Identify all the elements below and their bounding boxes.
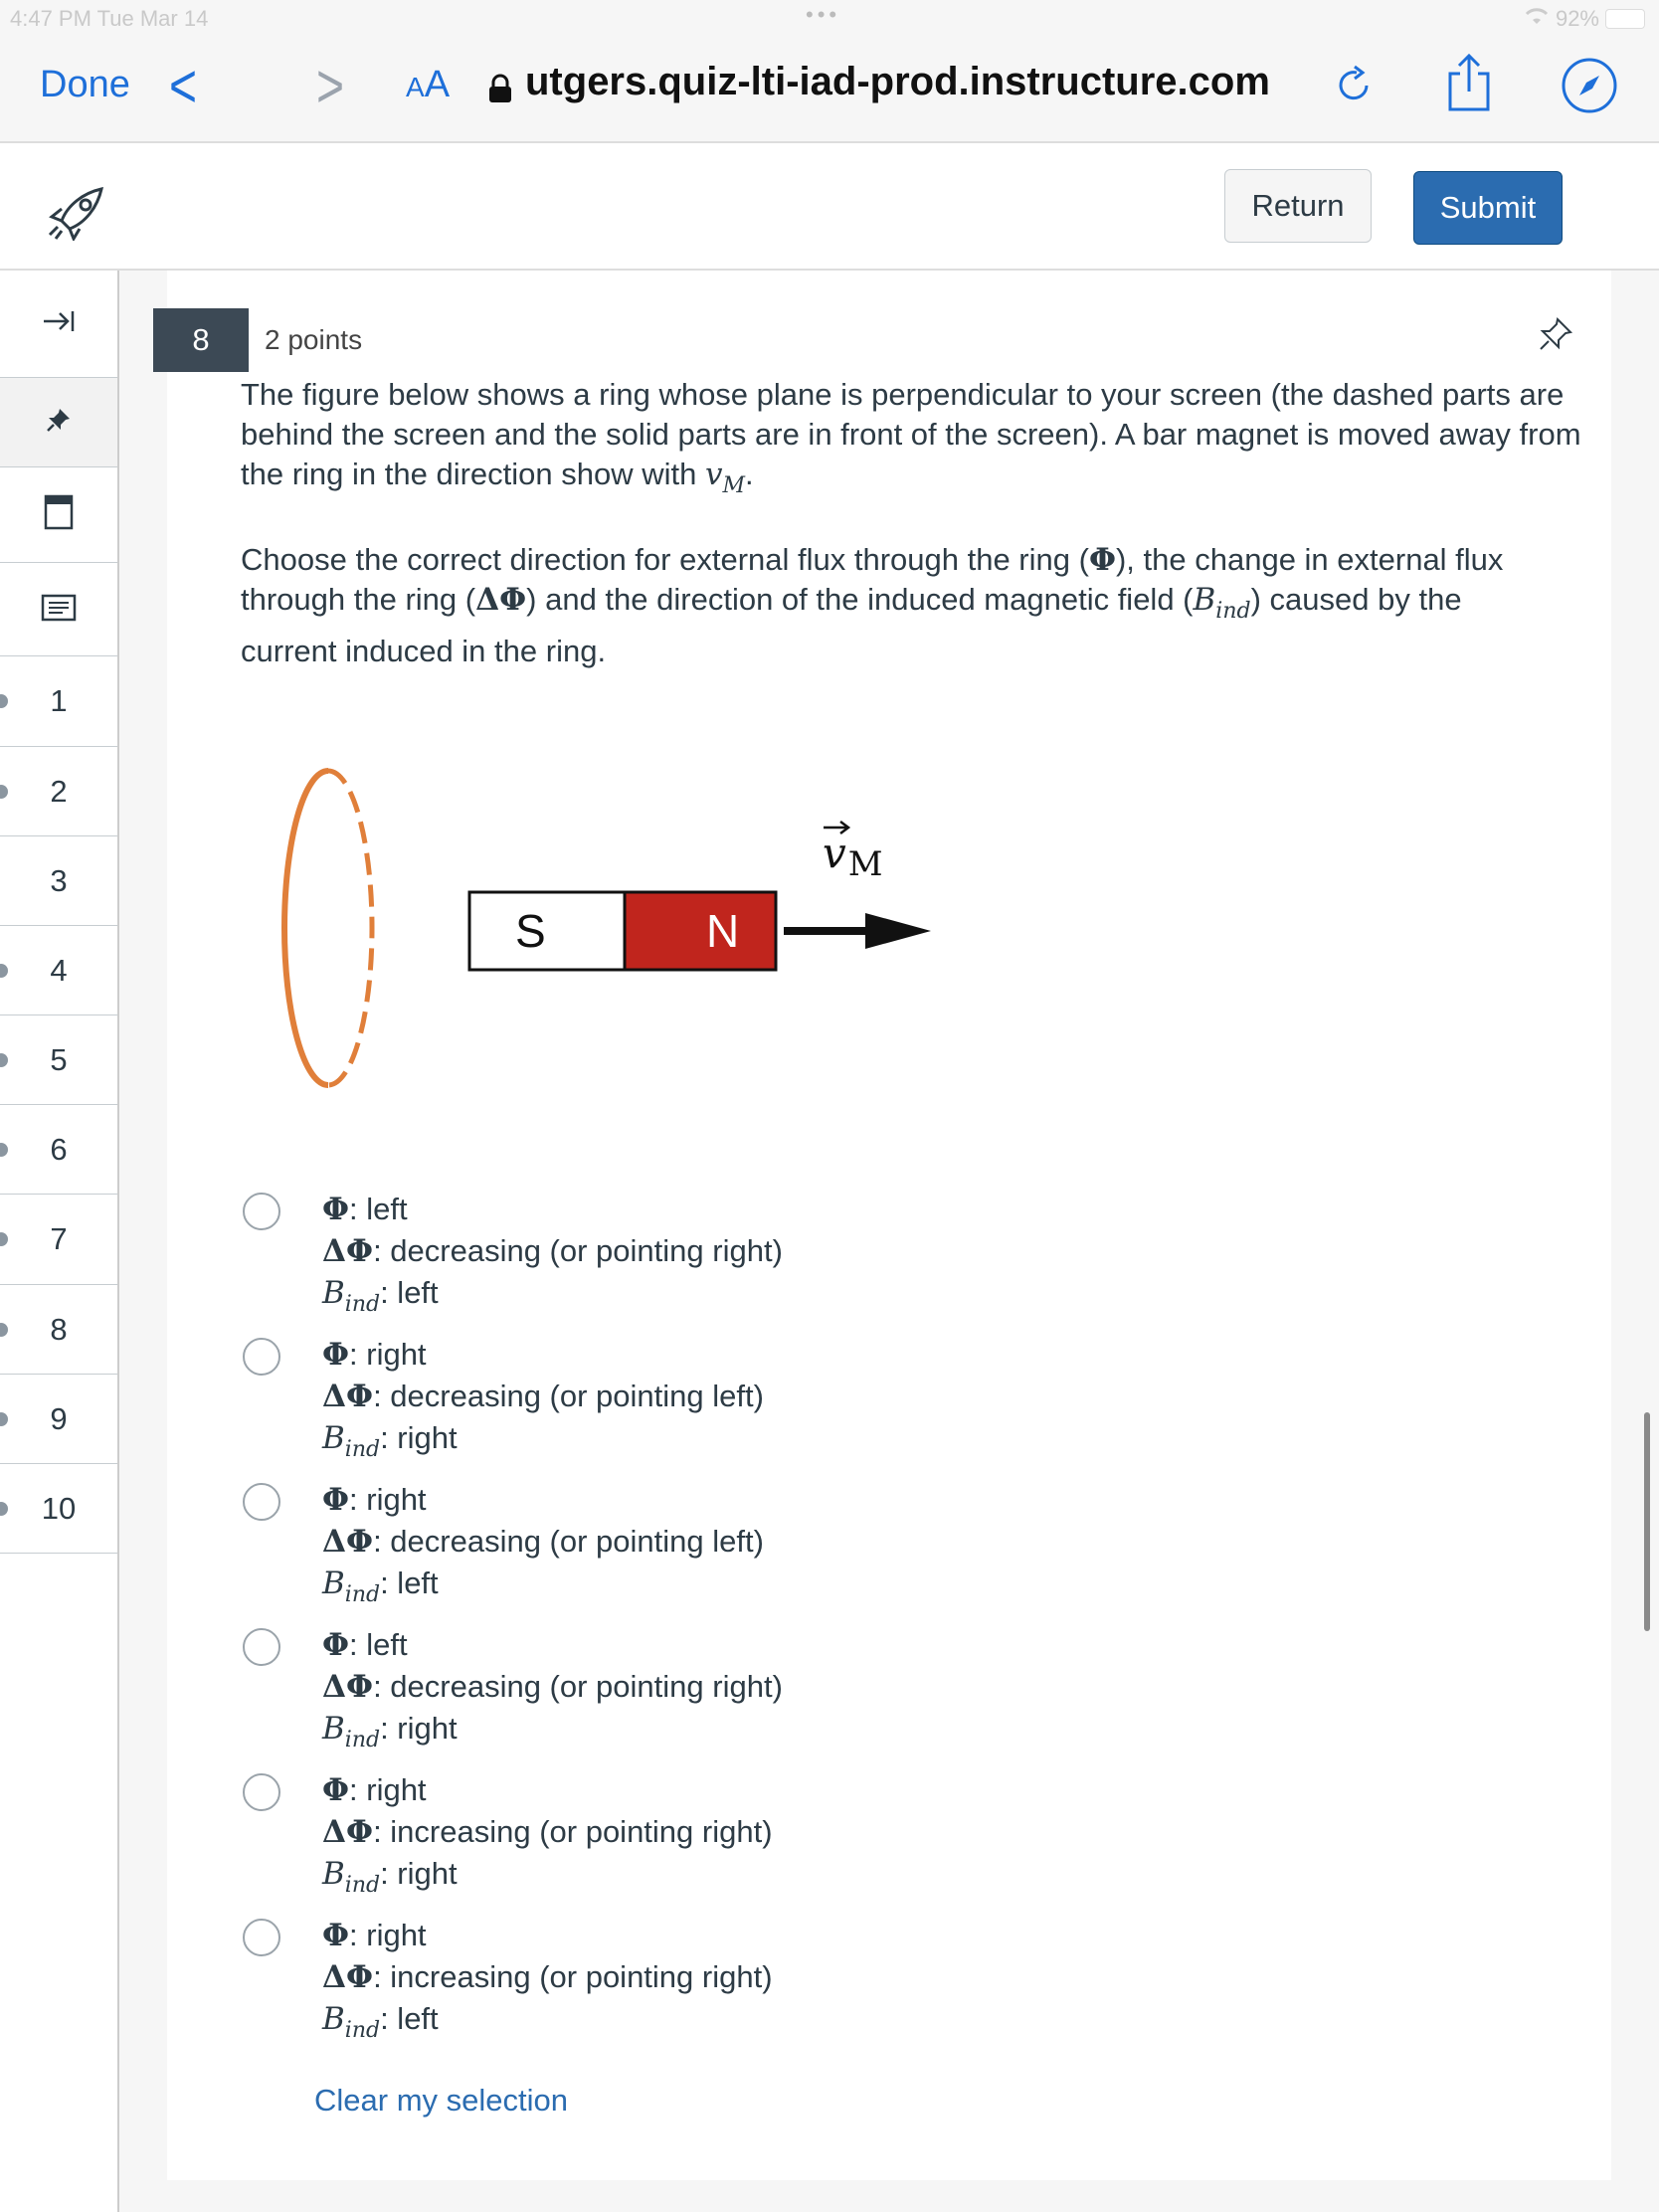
wifi-icon xyxy=(1524,6,1550,32)
question-number-badge: 8 xyxy=(153,308,249,372)
ring-magnet-figure xyxy=(259,756,975,1124)
url-field[interactable]: utgers.quiz-lti-iad-prod.instructure.com xyxy=(525,60,1270,103)
status-time: 4:47 PM Tue Mar 14 xyxy=(10,6,209,31)
question-link-number: 3 xyxy=(50,862,68,898)
question-link-6[interactable] xyxy=(0,1105,117,1195)
answer-text: Φ: right ΔΦ: increasing (or pointing right) $B_{ind}$: left xyxy=(322,1918,773,2043)
answered-dot xyxy=(0,1412,8,1426)
question-text-line: current induced in the ring. xyxy=(241,634,607,668)
question-link-9[interactable] xyxy=(0,1375,117,1464)
multitask-dots[interactable]: ••• xyxy=(806,2,841,27)
flux-value: : left xyxy=(349,1627,408,1662)
submit-button[interactable]: Submit xyxy=(1413,171,1563,245)
battery-indicator xyxy=(1524,6,1645,32)
flux-value: : right xyxy=(349,1772,427,1807)
question-link-10[interactable] xyxy=(0,1464,117,1554)
radio-button[interactable] xyxy=(243,1773,280,1811)
question-text-line: through the ring (ΔΦ) and the direction of the induced magnetic field $(B_{ind})$ caused by the xyxy=(241,582,1462,624)
induced-field-value: : left xyxy=(380,2001,439,2036)
pin-question-icon[interactable] xyxy=(1538,316,1573,357)
reload-icon[interactable] xyxy=(1333,62,1377,114)
answer-text: Φ: right ΔΦ: decreasing (or pointing left) $B_{ind}$: left xyxy=(322,1482,764,1607)
question-link-5[interactable] xyxy=(0,1015,117,1105)
radio-button[interactable] xyxy=(243,1628,280,1666)
question-nav-sidebar xyxy=(0,271,119,2212)
clear-selection-link[interactable]: Clear my selection xyxy=(314,2083,568,2118)
question-link-number: 8 xyxy=(50,1311,68,1347)
magnet-south-label: S xyxy=(515,905,546,957)
flux-value: : right xyxy=(349,1482,427,1517)
status-bar xyxy=(0,0,1659,40)
calculator-icon xyxy=(44,494,74,535)
flux-change-value: : increasing (or pointing right) xyxy=(373,1959,773,1994)
notepad-icon xyxy=(41,592,77,627)
done-button[interactable]: Done xyxy=(40,64,130,105)
lock-icon xyxy=(487,74,513,108)
question-link-number: 2 xyxy=(50,773,68,809)
answered-dot xyxy=(0,1053,8,1067)
radio-button[interactable] xyxy=(243,1338,280,1376)
flux-value: : right xyxy=(349,1918,427,1952)
answer-text: Φ: left ΔΦ: decreasing (or pointing right) $B_{ind}$: left xyxy=(322,1192,783,1317)
question-link-8[interactable] xyxy=(0,1285,117,1375)
induced-field-value: : left xyxy=(380,1566,439,1600)
return-button[interactable]: Return xyxy=(1224,169,1372,243)
back-button[interactable]: < xyxy=(169,53,198,121)
question-text-paragraph-2 xyxy=(241,540,1593,671)
notes-button[interactable] xyxy=(0,563,117,656)
question-link-number: 5 xyxy=(50,1041,68,1077)
velocity-symbol: v xyxy=(704,457,723,492)
question-link-4[interactable] xyxy=(0,926,117,1015)
question-link-number: 10 xyxy=(41,1490,77,1526)
question-link-7[interactable] xyxy=(0,1195,117,1285)
question-text-line: the ring in the direction show with $v_M$. xyxy=(241,457,754,498)
question-text-line: Choose the correct direction for external flux through the ring (Φ), the change in external flux xyxy=(241,542,1504,578)
ring-front-solid xyxy=(284,771,328,1085)
arrow-right-bar-icon xyxy=(42,309,76,338)
ring-back-dashed xyxy=(328,771,372,1085)
answered-dot xyxy=(0,1232,8,1246)
page-scrollbar[interactable] xyxy=(1644,1412,1650,1631)
flux-change-value: : decreasing (or pointing right) xyxy=(373,1233,783,1268)
question-link-number: 9 xyxy=(50,1400,68,1436)
rocket-icon xyxy=(48,185,107,246)
question-text-line: The figure below shows a ring whose plane is perpendicular to your screen (the dashed parts are xyxy=(241,377,1565,412)
answered-dot xyxy=(0,785,8,799)
induced-field-value: : right xyxy=(380,1711,458,1746)
velocity-arrow-head xyxy=(865,913,931,949)
radio-button[interactable] xyxy=(243,1483,280,1521)
magnet-south-pole xyxy=(469,892,625,970)
question-link-2[interactable] xyxy=(0,747,117,836)
question-text-paragraph-1 xyxy=(241,375,1593,506)
reader-aa-button[interactable]: AA xyxy=(406,64,451,105)
pin-nav-button[interactable] xyxy=(0,378,117,467)
question-link-1[interactable] xyxy=(0,656,117,747)
velocity-label: vM xyxy=(823,829,883,884)
magnet-north-pole xyxy=(625,892,776,970)
share-icon[interactable] xyxy=(1444,52,1494,118)
radio-button[interactable] xyxy=(243,1193,280,1230)
battery-icon xyxy=(1605,9,1645,29)
induced-field-value: : right xyxy=(380,1856,458,1891)
answer-text: Φ: left ΔΦ: decreasing (or pointing right) $B_{ind}$: right xyxy=(322,1627,783,1752)
answered-dot xyxy=(0,1502,8,1516)
flux-change-value: : decreasing (or pointing left) xyxy=(373,1524,764,1559)
answered-dot xyxy=(0,964,8,978)
browser-toolbar xyxy=(0,40,1659,143)
expand-nav-button[interactable] xyxy=(0,271,117,378)
flux-change-value: : decreasing (or pointing right) xyxy=(373,1669,783,1704)
flux-change-value: : decreasing (or pointing left) xyxy=(373,1379,764,1413)
answer-text: Φ: right ΔΦ: decreasing (or pointing left) $B_{ind}$: right xyxy=(322,1337,764,1462)
radio-button[interactable] xyxy=(243,1919,280,1956)
question-link-number: 1 xyxy=(50,683,68,718)
answered-dot xyxy=(0,1143,8,1157)
induced-field-value: : right xyxy=(380,1420,458,1455)
compass-icon[interactable] xyxy=(1560,56,1619,120)
figure-drawing xyxy=(259,756,975,1124)
question-link-number: 4 xyxy=(50,952,68,988)
answered-dot xyxy=(0,694,8,708)
answer-text: Φ: right ΔΦ: increasing (or pointing right) $B_{ind}$: right xyxy=(322,1772,773,1898)
question-link-number: 6 xyxy=(50,1131,68,1167)
pin-icon xyxy=(46,407,72,438)
answered-dot xyxy=(0,1323,8,1337)
flux-value: : left xyxy=(349,1192,408,1226)
velocity-subscript: M xyxy=(722,473,746,498)
canvas-header xyxy=(0,143,1659,271)
battery-percent: 92% xyxy=(1555,6,1599,31)
calculator-button[interactable] xyxy=(0,467,117,563)
question-link-3[interactable] xyxy=(0,836,117,926)
question-link-number: 7 xyxy=(50,1221,68,1256)
forward-button[interactable]: > xyxy=(316,53,345,121)
question-points: 2 points xyxy=(265,324,363,355)
flux-value: : right xyxy=(349,1337,427,1372)
flux-change-value: : increasing (or pointing right) xyxy=(373,1814,773,1849)
question-text-line: behind the screen and the solid parts are in front of the screen). A bar magnet is moved away from xyxy=(241,417,1581,452)
induced-field-value: : left xyxy=(380,1275,439,1310)
magnet-north-label: N xyxy=(706,905,740,957)
